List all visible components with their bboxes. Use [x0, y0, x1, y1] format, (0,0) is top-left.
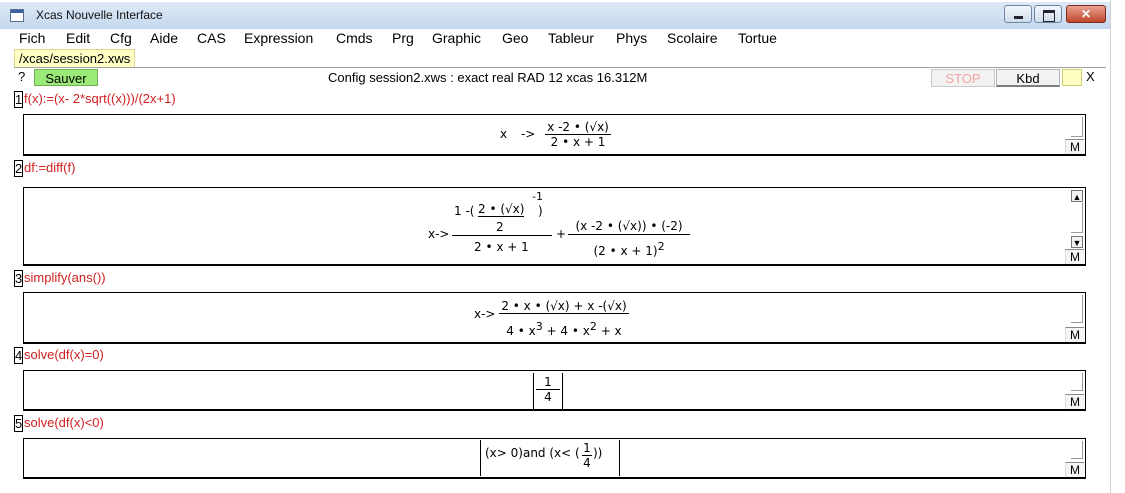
command-line[interactable]: simplify(ans()) — [24, 270, 106, 285]
exponent: 3 — [535, 320, 543, 333]
denominator-part: + 4 • x — [542, 324, 590, 338]
session-tab[interactable]: /xcas/session2.xws — [14, 49, 135, 68]
numerator-text: 1 -( — [454, 204, 475, 218]
menu-m-button[interactable]: M — [1065, 462, 1084, 477]
output-area[interactable] — [23, 114, 1086, 156]
menu-scolaire[interactable]: Scolaire — [667, 30, 718, 46]
condition-text: (x> 0)and (x< ( — [485, 446, 580, 460]
level-number[interactable]: 5 — [15, 416, 23, 431]
app-icon — [10, 9, 24, 22]
help-button[interactable]: ? — [18, 69, 26, 84]
menu-cas[interactable]: CAS — [197, 30, 226, 46]
maps-to-arrow: -> — [520, 127, 536, 141]
menu-m-button[interactable]: M — [1065, 327, 1084, 342]
menu-fich[interactable]: Fich — [19, 30, 46, 46]
menu-tableur[interactable]: Tableur — [548, 30, 594, 46]
window-title: Xcas Nouvelle Interface — [36, 8, 163, 22]
fraction-numerator: 1 — [583, 441, 591, 455]
level-number[interactable]: 4 — [15, 348, 23, 363]
menu-edit[interactable]: Edit — [66, 30, 91, 46]
menu-cfg[interactable]: Cfg — [110, 30, 132, 46]
bracket-left — [480, 440, 481, 476]
menu-m-button[interactable]: M — [1065, 139, 1084, 154]
result-lhs: x — [500, 127, 508, 141]
result-expression — [428, 190, 688, 260]
inner-numerator: 2 • (√x) — [478, 202, 525, 216]
resize-handle[interactable] — [1071, 373, 1083, 391]
fraction — [545, 120, 611, 149]
result-expression — [474, 299, 629, 338]
menu-geo[interactable]: Geo — [502, 30, 529, 46]
fraction-numerator: 1 — [536, 375, 560, 390]
fraction — [536, 375, 560, 404]
level-number[interactable]: 3 — [15, 271, 23, 286]
command-line[interactable]: df:=diff(f) — [24, 160, 76, 175]
bracket-right — [562, 373, 563, 409]
result-list — [533, 373, 563, 409]
menu-cmds[interactable]: Cmds — [336, 30, 373, 46]
result-lhs: x-> — [474, 307, 496, 321]
stop-button[interactable]: STOP — [931, 69, 995, 87]
command-line[interactable]: solve(df(x)<0) — [24, 415, 104, 430]
plus-sign: + — [556, 227, 567, 241]
output-area[interactable] — [23, 187, 1086, 266]
menu-prg[interactable]: Prg — [392, 30, 414, 46]
menu-graphic[interactable]: Graphic — [432, 30, 482, 46]
close-window-button[interactable] — [1066, 5, 1106, 23]
save-button[interactable]: Sauver — [34, 69, 98, 86]
minimize-button[interactable] — [1004, 5, 1032, 23]
title-bar — [0, 2, 1111, 30]
outer-fraction — [452, 190, 552, 254]
command-line[interactable]: f(x):=(x- 2*sqrt((x)))/(2x+1) — [24, 91, 176, 106]
menu-aide[interactable]: Aide — [150, 30, 179, 46]
maximize-button[interactable] — [1034, 5, 1062, 23]
output-area[interactable] — [23, 438, 1086, 479]
closing-parens: )) — [593, 446, 603, 460]
config-status[interactable]: Config session2.xws : exact real RAD 12 xcas 16.312M — [328, 70, 648, 85]
resize-handle[interactable] — [1071, 295, 1083, 323]
scrollbar-track[interactable] — [1071, 203, 1083, 233]
closing-paren: ) — [538, 204, 543, 218]
menu-tortue[interactable]: Tortue — [738, 30, 777, 46]
scroll-up-icon[interactable]: ▲ — [1072, 192, 1082, 202]
resize-handle[interactable] — [1071, 441, 1083, 459]
fraction-denominator: 4 — [583, 456, 591, 470]
fraction-numerator: x -2 • (√x) — [547, 120, 609, 134]
fraction-denominator: 2 • x + 1 — [550, 135, 606, 149]
denominator-text: (2 • x + 1) — [593, 244, 658, 258]
output-area[interactable] — [23, 370, 1086, 411]
inner-denominator: 2 — [496, 220, 504, 234]
denominator-part: + x — [596, 324, 622, 338]
session-toolbar — [14, 67, 1106, 88]
scroll-down-icon[interactable]: ▼ — [1072, 238, 1082, 248]
keyboard-button[interactable]: Kbd — [996, 69, 1060, 87]
menu-m-button[interactable]: M — [1065, 394, 1084, 409]
close-icon: ✕ — [1080, 7, 1092, 21]
fraction-denominator — [568, 235, 690, 258]
result-list — [480, 440, 620, 476]
session-color-indicator — [1062, 69, 1082, 86]
fraction-numerator: (x -2 • (√x)) • (-2) — [568, 218, 690, 235]
fraction-bar — [452, 235, 552, 236]
outer-numerator — [452, 190, 552, 222]
fraction-denominator: 4 — [544, 390, 552, 404]
fraction-numerator: 2 • x • (√x) + x -(√x) — [501, 299, 627, 313]
fraction-denominator — [499, 314, 628, 338]
command-line[interactable]: solve(df(x)=0) — [24, 347, 104, 362]
menu-bar — [0, 29, 1111, 49]
fraction — [499, 299, 628, 338]
outer-denominator: 2 • x + 1 — [474, 240, 529, 254]
denominator-part: 4 • x — [506, 324, 536, 338]
fraction — [582, 441, 592, 470]
result-expression — [500, 120, 611, 149]
bracket-left — [533, 373, 534, 409]
level-number[interactable]: 1 — [15, 92, 23, 107]
resize-handle[interactable] — [1071, 117, 1083, 137]
second-fraction — [568, 218, 690, 258]
page-edge-divider — [1110, 0, 1111, 493]
exponent: 2 — [657, 240, 665, 253]
close-session-button[interactable]: X — [1086, 69, 1095, 84]
bracket-right — [619, 440, 620, 476]
exponent: 2 — [589, 320, 597, 333]
menu-m-button[interactable]: M — [1065, 249, 1084, 264]
menu-phys[interactable]: Phys — [616, 30, 648, 46]
menu-expression[interactable]: Expression — [244, 30, 314, 46]
output-area[interactable] — [23, 292, 1086, 344]
inner-exponent: -1 — [532, 190, 543, 203]
result-lhs: x-> — [428, 227, 450, 241]
level-number[interactable]: 2 — [15, 161, 23, 176]
